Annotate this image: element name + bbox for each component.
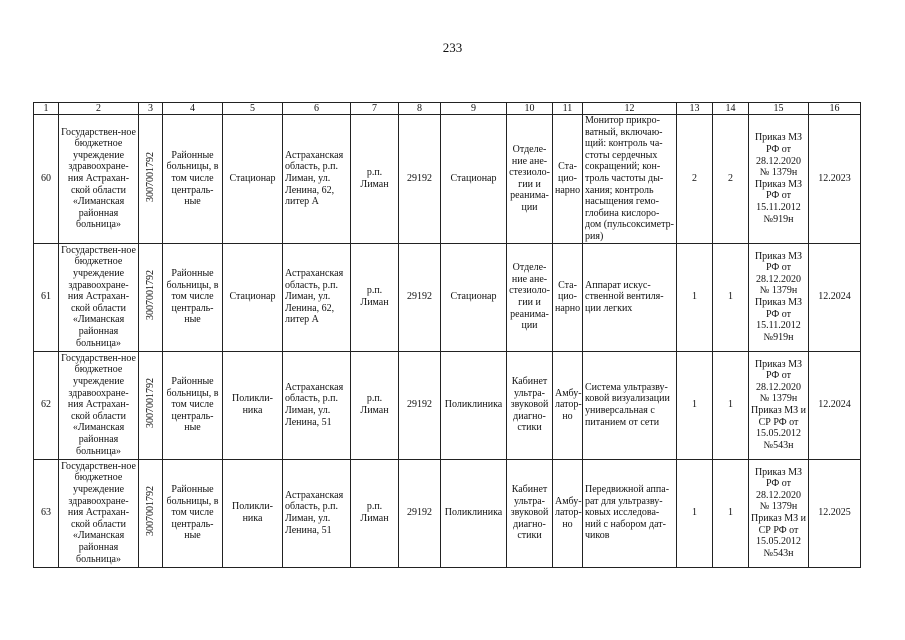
code: 29192 (399, 243, 441, 351)
facility-type: Районные больницы, в том числе централь-ные (163, 351, 223, 459)
quantity-planned: 1 (713, 243, 749, 351)
row-number: 60 (34, 115, 59, 244)
page-number: 233 (442, 40, 463, 55)
column-number: 11 (553, 103, 583, 115)
unit-type: Поликлиника (441, 459, 507, 567)
column-numbers-row (34, 103, 861, 115)
unit-type: Стационар (441, 243, 507, 351)
equipment-name: Монитор прикро-ватный, включаю-щий: контроль ча-стоты сердечных сокращений; кон-троль частоты ды-хания; контроль насыщения гемо-глобина кислоро-дом (пульсоксиметр-рия) (583, 115, 677, 244)
locality: р.п. Лиман (351, 243, 399, 351)
quantity-planned: 1 (713, 351, 749, 459)
department: Отделе-ние ане-стезиоло-гии и реанима-ции (507, 243, 553, 351)
organization-name: Государствен-ное бюджетное учреждение здравоохране-ния Астрахан-ской области «Лиманская районная больница» (59, 115, 139, 244)
equipment-name: Передвижной аппа-рат для ультразву-ковых исследова-ний с набором дат-чиков (583, 459, 677, 567)
quantity-required: 1 (677, 351, 713, 459)
row-number: 63 (34, 459, 59, 567)
locality: р.п. Лиман (351, 459, 399, 567)
quantity-required: 1 (677, 459, 713, 567)
care-mode: Ста-цио-нарно (553, 115, 583, 244)
quantity-required: 2 (677, 115, 713, 244)
inn-value: 3007001792 (144, 378, 156, 429)
address: Астраханская область, р.п. Лиман, ул. Ленина, 62, литер А (283, 243, 351, 351)
organization-name: Государствен-ное бюджетное учреждение здравоохране-ния Астрахан-ской области «Лиманская районная больница» (59, 459, 139, 567)
table-row (34, 351, 861, 459)
regulation: Приказ МЗ РФ от 28.12.2020 № 1379н Приказ МЗ и СР РФ от 15.05.2012 №543н (749, 351, 809, 459)
column-number: 8 (399, 103, 441, 115)
column-number: 4 (163, 103, 223, 115)
organization-name: Государствен-ное бюджетное учреждение здравоохране-ния Астрахан-ской области «Лиманская районная больница» (59, 351, 139, 459)
due-date: 12.2023 (809, 115, 861, 244)
address: Астраханская область, р.п. Лиман, ул. Ленина, 51 (283, 459, 351, 567)
row-number: 62 (34, 351, 59, 459)
department: Кабинет ультра-звуковой диагно-стики (507, 351, 553, 459)
department-type: Поликли-ника (223, 351, 283, 459)
address: Астраханская область, р.п. Лиман, ул. Ленина, 62, литер А (283, 115, 351, 244)
column-number: 13 (677, 103, 713, 115)
code: 29192 (399, 351, 441, 459)
equipment-name: Система ультразву-ковой визуализации универсальная с питанием от сети (583, 351, 677, 459)
inn-cell (139, 351, 163, 459)
quantity-planned: 2 (713, 115, 749, 244)
quantity-required: 1 (677, 243, 713, 351)
facility-type: Районные больницы, в том числе централь-ные (163, 115, 223, 244)
column-number: 5 (223, 103, 283, 115)
equipment-table (33, 102, 861, 568)
due-date: 12.2024 (809, 351, 861, 459)
facility-type: Районные больницы, в том числе централь-ные (163, 243, 223, 351)
inn-cell (139, 243, 163, 351)
equipment-name: Аппарат искус-ственной вентиля-ции легких (583, 243, 677, 351)
department-type: Поликли-ника (223, 459, 283, 567)
regulation: Приказ МЗ РФ от 28.12.2020 № 1379н Приказ МЗ и СР РФ от 15.05.2012 №543н (749, 459, 809, 567)
regulation: Приказ МЗ РФ от 28.12.2020 № 1379н Приказ МЗ РФ от 15.11.2012 №919н (749, 115, 809, 244)
locality: р.п. Лиман (351, 351, 399, 459)
column-number: 3 (139, 103, 163, 115)
table-row (34, 115, 861, 244)
column-number: 9 (441, 103, 507, 115)
unit-type: Стационар (441, 115, 507, 244)
inn-value: 3007001792 (144, 270, 156, 321)
column-number: 15 (749, 103, 809, 115)
column-number: 2 (59, 103, 139, 115)
department-type: Стационар (223, 243, 283, 351)
regulation: Приказ МЗ РФ от 28.12.2020 № 1379н Приказ МЗ РФ от 15.11.2012 №919н (749, 243, 809, 351)
column-number: 1 (34, 103, 59, 115)
locality: р.п. Лиман (351, 115, 399, 244)
table-row (34, 243, 861, 351)
department: Кабинет ультра-звуковой диагно-стики (507, 459, 553, 567)
inn-value: 3007001792 (144, 151, 156, 202)
address: Астраханская область, р.п. Лиман, ул. Ленина, 51 (283, 351, 351, 459)
inn-cell (139, 115, 163, 244)
due-date: 12.2024 (809, 243, 861, 351)
due-date: 12.2025 (809, 459, 861, 567)
department-type: Стационар (223, 115, 283, 244)
code: 29192 (399, 115, 441, 244)
organization-name: Государствен-ное бюджетное учреждение здравоохране-ния Астрахан-ской области «Лиманская районная больница» (59, 243, 139, 351)
department: Отделе-ние ане-стезиоло-гии и реанима-ции (507, 115, 553, 244)
inn-cell (139, 459, 163, 567)
column-number: 12 (583, 103, 677, 115)
column-number: 14 (713, 103, 749, 115)
table-row (34, 459, 861, 567)
unit-type: Поликлиника (441, 351, 507, 459)
inn-value: 3007001792 (144, 486, 156, 537)
care-mode: Ста-цио-нарно (553, 243, 583, 351)
care-mode: Амбу-латор-но (553, 351, 583, 459)
quantity-planned: 1 (713, 459, 749, 567)
code: 29192 (399, 459, 441, 567)
column-number: 7 (351, 103, 399, 115)
care-mode: Амбу-латор-но (553, 459, 583, 567)
column-number: 16 (809, 103, 861, 115)
column-number: 10 (507, 103, 553, 115)
facility-type: Районные больницы, в том числе централь-ные (163, 459, 223, 567)
column-number: 6 (283, 103, 351, 115)
row-number: 61 (34, 243, 59, 351)
